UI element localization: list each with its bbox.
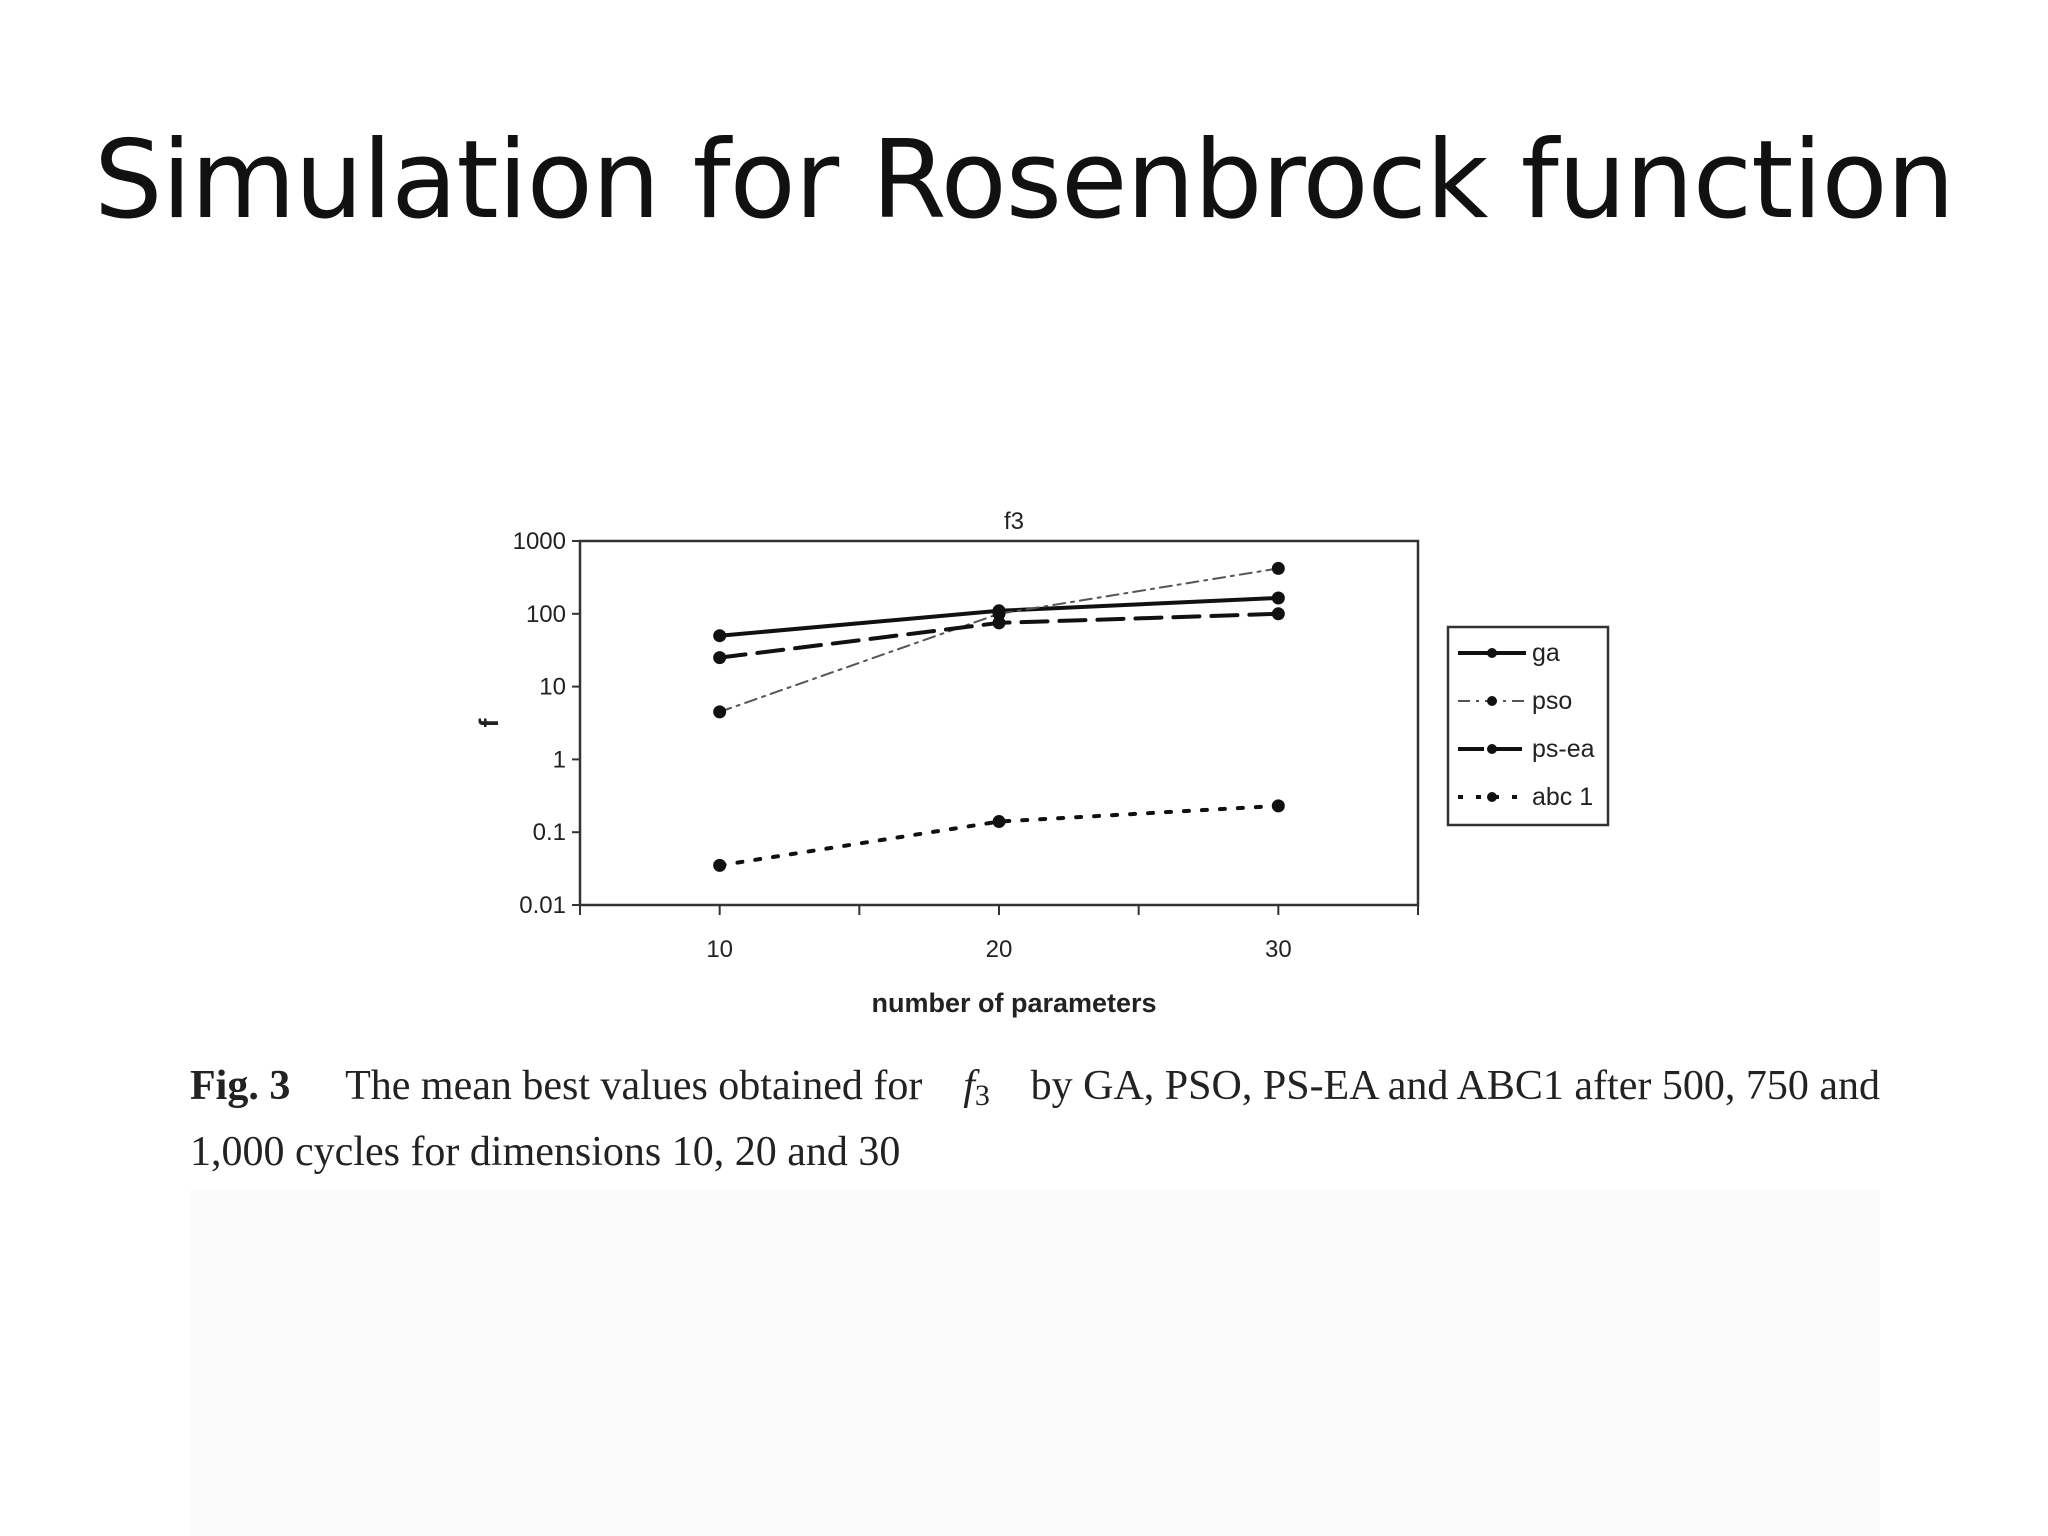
caption-fig-label: Fig. 3 <box>190 1063 291 1109</box>
data-point <box>1272 562 1285 575</box>
legend-swatch-marker <box>1487 792 1497 802</box>
data-point <box>1272 607 1285 620</box>
series-line <box>720 568 1279 711</box>
data-point <box>713 859 726 872</box>
x-tick-label: 20 <box>985 936 1013 963</box>
chart-axes <box>474 508 1418 1018</box>
slide-title: Simulation for Rosenbrock function <box>94 118 1954 243</box>
chart-title: f3 <box>1003 508 1025 535</box>
data-point <box>713 629 726 642</box>
x-tick-label: 10 <box>706 936 734 963</box>
legend-label: ps-ea <box>1532 735 1595 763</box>
caption-line-2: 1,000 cycles for dimensions 10, 20 and 30 <box>190 1129 901 1175</box>
caption-line-1 <box>190 1058 1880 1124</box>
series-pso <box>713 562 1285 718</box>
legend-swatch-marker <box>1487 648 1497 658</box>
legend-swatch-marker <box>1487 744 1497 754</box>
plot-area-frame <box>580 541 1418 905</box>
legend-label: ga <box>1532 639 1560 667</box>
slide-lower-area <box>190 1190 1880 1536</box>
caption-text-2: by GA, PSO, PS-EA and ABC1 after 500, 750 and <box>1030 1063 1880 1109</box>
y-tick-label: 0.01 <box>519 892 566 919</box>
caption-function-symbol: f3 <box>963 1063 990 1112</box>
legend-label: pso <box>1532 687 1573 715</box>
data-point <box>713 705 726 718</box>
y-tick-label: 1 <box>552 746 566 774</box>
data-point <box>1272 591 1285 604</box>
chart-series <box>713 562 1285 872</box>
legend-label: abc 1 <box>1532 783 1594 811</box>
data-point <box>713 651 726 664</box>
x-axis-title: number of parameters <box>871 988 1157 1018</box>
caption-text-1: The mean best values obtained for <box>345 1063 923 1109</box>
series-abc-1 <box>713 799 1285 872</box>
legend-swatch-marker <box>1487 696 1497 706</box>
x-tick-label: 30 <box>1264 936 1292 963</box>
y-tick-label: 1000 <box>512 528 566 555</box>
chart-legend <box>1448 627 1608 825</box>
y-tick-label: 100 <box>525 600 566 628</box>
y-axis-title: f <box>474 718 504 728</box>
data-point <box>993 815 1006 828</box>
series-line <box>720 806 1279 866</box>
y-tick-label: 0.1 <box>532 819 566 847</box>
data-point <box>993 616 1006 629</box>
figure-caption <box>190 1058 1890 1180</box>
data-point <box>1272 799 1285 812</box>
y-tick-label: 10 <box>539 673 566 701</box>
